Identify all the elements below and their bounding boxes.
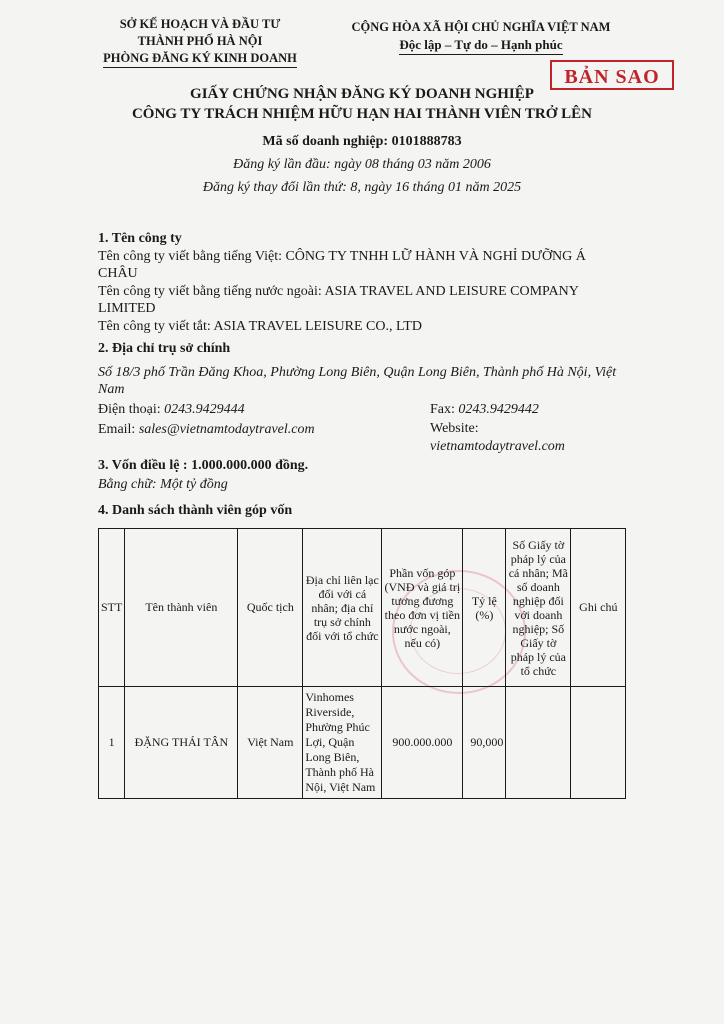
fax-label: Fax:: [430, 402, 455, 417]
section-2-heading: 2. Địa chỉ trụ sở chính: [98, 341, 231, 356]
cell-capital: 900.000.000: [382, 687, 463, 799]
table-row: [99, 687, 626, 799]
col-address: Địa chỉ liên lạc đối với cá nhân; địa chỉ trụ sở chính đối với tổ chức: [303, 529, 382, 687]
section-4-heading: 4. Danh sách thành viên góp vốn: [98, 503, 293, 518]
cell-ratio: 90,000: [463, 687, 506, 799]
authority-line-2: THÀNH PHỐ HÀ NỘI: [137, 34, 263, 48]
website-label: Website:: [430, 421, 479, 436]
cell-nationality: Việt Nam: [238, 687, 303, 799]
col-ratio: Tỷ lệ (%): [463, 529, 506, 687]
members-table: [98, 528, 626, 799]
col-capital: Phần vốn góp (VNĐ và giá trị tương đương theo đơn vị tiền nước ngoài, nếu có): [382, 529, 463, 687]
cell-stt: 1: [99, 687, 125, 799]
email-value: sales@vietnamtodaytravel.com: [138, 422, 315, 437]
phone-field: [98, 402, 245, 418]
email-field: [98, 422, 315, 438]
certificate-title: GIẤY CHỨNG NHẬN ĐĂNG KÝ DOANH NGHIỆP: [190, 86, 534, 102]
first-registration: Đăng ký lần đầu: ngày 08 tháng 03 năm 2006: [233, 157, 491, 172]
company-name-foreign: Tên công ty viết bằng tiếng nước ngoài: ASIA TRAVEL AND LEISURE COMPANY LIMITED: [98, 284, 579, 316]
email-label: Email:: [98, 422, 136, 437]
authority-line-1: SỞ KẾ HOẠCH VÀ ĐẦU TƯ: [119, 17, 281, 31]
issuing-authority: [100, 16, 300, 68]
phone-value: 0243.9429444: [164, 402, 245, 417]
motto-line-2: Độc lập – Tự do – Hạnh phúc: [399, 36, 562, 55]
business-id: Mã số doanh nghiệp: 0101888783: [262, 134, 462, 149]
fax-field: [430, 402, 539, 418]
col-document: Số Giấy tờ pháp lý của cá nhân; Mã số doanh nghiệp đối với doanh nghiệp; Số Giấy tờ pháp lý của tổ chức: [506, 529, 571, 687]
cell-address: Vinhomes Riverside, Phường Phúc Lợi, Quận Long Biên, Thành phố Hà Nội, Việt Nam: [303, 687, 382, 799]
capital-in-words: Bằng chữ: Một tỷ đồng: [98, 477, 228, 492]
col-note: Ghi chú: [571, 529, 626, 687]
copy-stamp: BẢN SAO: [550, 60, 674, 90]
website-value: vietnamtodaytravel.com: [430, 439, 565, 454]
col-nationality: Quốc tịch: [238, 529, 303, 687]
website-field: [430, 420, 565, 456]
company-name-vn: Tên công ty viết bằng tiếng Việt: CÔNG TY TNHH LỮ HÀNH VÀ NGHỈ DƯỠNG Á CHÂU: [98, 249, 586, 281]
national-motto: [336, 18, 626, 55]
company-type-title: CÔNG TY TRÁCH NHIỆM HỮU HẠN HAI THÀNH VIÊN TRỞ LÊN: [131, 106, 593, 122]
phone-label: Điện thoại:: [98, 402, 161, 417]
charter-capital: 3. Vốn điều lệ : 1.000.000.000 đồng.: [98, 458, 309, 473]
section-1-heading: 1. Tên công ty: [98, 231, 182, 246]
col-name: Tên thành viên: [125, 529, 238, 687]
table-header-row: [99, 529, 626, 687]
head-office-address: Số 18/3 phố Trần Đăng Khoa, Phường Long Biên, Quận Long Biên, Thành phố Hà Nội, Việt Nam: [98, 365, 617, 397]
company-name-short: Tên công ty viết tắt: ASIA TRAVEL LEISURE CO., LTD: [98, 319, 422, 334]
cell-note: [571, 687, 626, 799]
change-registration: Đăng ký thay đổi lần thứ: 8, ngày 16 tháng 01 năm 2025: [202, 180, 522, 195]
col-stt: STT: [99, 529, 125, 687]
cell-name: ĐẶNG THÁI TÂN: [125, 687, 238, 799]
fax-value: 0243.9429442: [458, 402, 539, 417]
authority-line-3: PHÒNG ĐĂNG KÝ KINH DOANH: [103, 50, 297, 68]
cell-document: [506, 687, 571, 799]
motto-line-1: CỘNG HÒA XÃ HỘI CHỦ NGHĨA VIỆT NAM: [351, 20, 611, 34]
